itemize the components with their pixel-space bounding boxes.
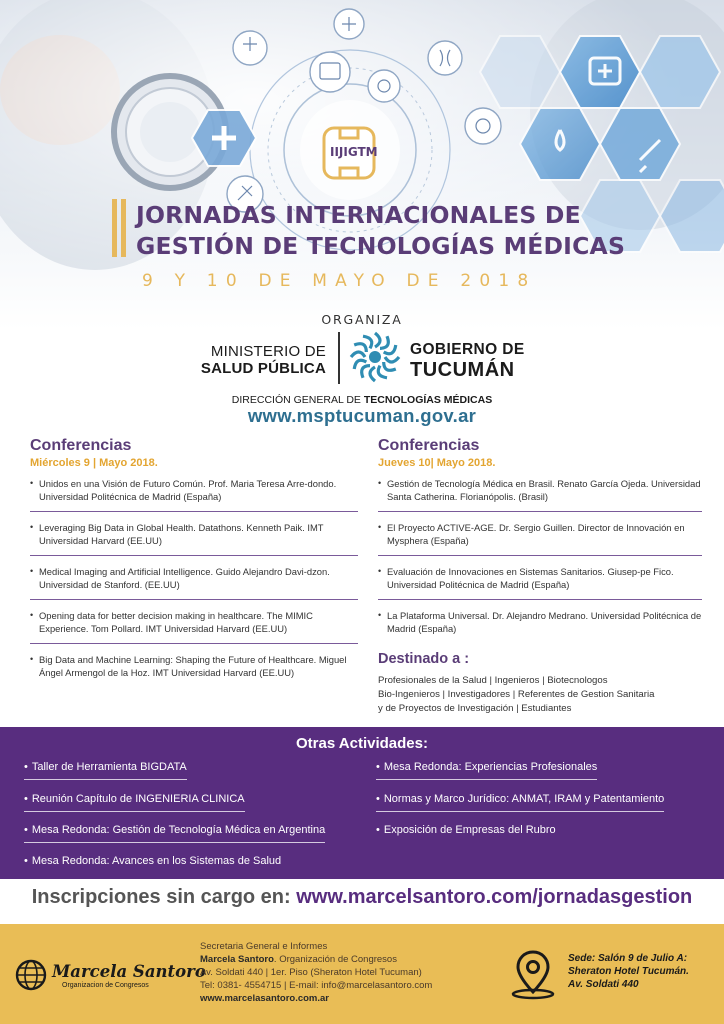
gobierno-tucuman-emblem-icon (349, 331, 401, 383)
conference-item (30, 563, 358, 600)
conference-list (378, 475, 702, 643)
venue-line-3: Av. Soldati 440 (568, 979, 639, 990)
bullet-icon: • (378, 522, 382, 532)
bullet-icon: • (24, 761, 28, 773)
conference-text: Leveraging Big Data in Global Health. Datathons. Kenneth Paik. IMT Universidad Harvard (EE.UU) (39, 522, 324, 546)
conferences-heading: Conferencias (30, 437, 132, 454)
logo-text: IIJIGTM (330, 145, 378, 159)
activity-text: Normas y Marco Jurídico: ANMAT, IRAM y Patentamiento (383, 793, 665, 805)
activity-text: Exposición de Empresas del Rubro (383, 824, 556, 836)
contact-organizer-rest: . Organización de Congresos (273, 954, 397, 965)
activity-item (376, 793, 664, 812)
conference-item (378, 563, 702, 600)
conference-item (30, 651, 358, 687)
other-activities-heading: Otras Actividades: (296, 735, 428, 752)
ministerio-logo-text (196, 343, 326, 377)
bullet-icon: • (376, 824, 380, 836)
contact-phone-email: Tel: 0381- 4554715 | E-mail: info@marcelasantoro.com (200, 980, 433, 991)
registration-label: Inscripciones sin cargo en: (31, 886, 297, 908)
activity-item (376, 761, 597, 780)
venue-info (568, 952, 689, 991)
footer (0, 924, 724, 1024)
bullet-icon: • (378, 566, 382, 576)
conference-text: Medical Imaging and Artificial Intelligence. Guido Alejandro Davi-dzon. Universidad de Stanford. (EE.UU) (39, 566, 330, 590)
bullet-icon: • (376, 793, 380, 805)
title-line-2: GESTIÓN DE TECNOLOGÍAS MÉDICAS (136, 232, 626, 260)
conferences-heading: Conferencias (378, 437, 480, 454)
bullet-icon: • (24, 793, 28, 805)
conferences-day-2 (378, 437, 702, 716)
destinado-text (378, 674, 702, 716)
destinado-line-1: Profesionales de la Salud | Ingenieros | Biotecnologos (378, 675, 608, 686)
bullet-icon: • (30, 610, 34, 620)
conference-day-label: Miércoles 9 | Mayo 2018. (30, 457, 158, 469)
activity-text: Reunión Capítulo de INGENIERIA CLINICA (31, 793, 245, 805)
organiza-label: ORGANIZA (321, 312, 403, 327)
other-activities-section (0, 727, 724, 879)
activity-text: Mesa Redonda: Avances en los Sistemas de Salud (31, 855, 282, 867)
ministerio-line-1: MINISTERIO DE (210, 343, 326, 360)
hero-banner (0, 0, 724, 330)
marcela-santoro-globe-icon (14, 958, 48, 992)
event-dates: 9 Y 10 DE MAYO DE 2018 (142, 271, 537, 291)
conference-text: El Proyecto ACTIVE-AGE. Dr. Sergio Guillen. Director de Innovación en Mysphera (España) (387, 522, 685, 546)
conference-item (378, 519, 702, 556)
bullet-icon: • (378, 478, 382, 488)
bullet-icon: • (30, 478, 34, 488)
bullet-icon: • (30, 654, 34, 664)
conference-item (30, 475, 358, 512)
bullet-icon: • (376, 761, 380, 773)
conferences-day-1 (30, 437, 358, 694)
conference-text: Opening data for better decision making in healthcare. The MIMIC Experience. Tom Pollard. IMT Universidad Harvard (EE.UU) (39, 610, 313, 634)
direccion-prefix: DIRECCIÓN GENERAL DE (231, 394, 364, 406)
bullet-icon: • (378, 610, 382, 620)
conference-text: Unidos en una Visión de Futuro Común. Prof. Maria Teresa Arre-dondo. Universidad Politécnica de Madrid (España) (39, 478, 337, 502)
registration-link[interactable]: www.marcelsantoro.com/jornadasgestion (296, 886, 693, 908)
activity-item (24, 761, 187, 780)
activity-text: Taller de Herramienta BIGDATA (31, 761, 187, 773)
ministerio-line-2: SALUD PÚBLICA (200, 360, 326, 377)
conference-text: Gestión de Tecnología Médica en Brasil. Renato García Ojeda. Universidad Santa Catherina. Florianópolis. (Brasil) (387, 478, 701, 502)
brand-name: Marcela Santoro (52, 962, 206, 981)
contact-title: Secretaria General e Informes (200, 941, 328, 952)
conference-item (378, 475, 702, 512)
conference-text: Big Data and Machine Learning: Shaping the Future of Healthcare. Miguel Ángel Armengol de la Hoz. IMT Universidad Harvard (EE.UU) (39, 654, 347, 678)
brand-subtitle: Organizacion de Congresos (62, 982, 149, 989)
logo-divider (338, 332, 340, 384)
title-line-1: JORNADAS INTERNACIONALES DE (136, 201, 581, 229)
destinado-line-2: Bio-Ingenieros | Investigadores | Referentes de Gestion Sanitaria (378, 689, 655, 700)
activity-item (24, 824, 325, 843)
gobierno-line-1: GOBIERNO DE (410, 341, 525, 358)
conference-text: La Plataforma Universal. Dr. Alejandro Medrano. Universidad Politécnica de Madrid (España) (387, 610, 702, 634)
conference-list (30, 475, 358, 687)
destinado-line-3: y de Proyectos de Investigación | Estudiantes (378, 703, 572, 714)
gobierno-logo-text (410, 339, 540, 381)
conference-day-label: Jueves 10| Mayo 2018. (378, 457, 496, 469)
activity-item (24, 793, 245, 812)
conference-item (378, 607, 702, 643)
activity-item (24, 855, 281, 873)
contact-info (200, 940, 432, 1005)
conference-item (30, 607, 358, 644)
contact-organizer (200, 953, 432, 966)
venue-line-1: Sede: Salón 9 de Julio A: (568, 953, 688, 964)
conference-item (30, 519, 358, 556)
registration-banner (0, 886, 724, 909)
activity-item (376, 824, 556, 842)
ministry-website-link[interactable]: www.msptucuman.gov.ar (247, 405, 477, 426)
venue-line-2: Sheraton Hotel Tucumán. (568, 966, 689, 977)
activity-text: Mesa Redonda: Experiencias Profesionales (383, 761, 598, 773)
bullet-icon: • (24, 824, 28, 836)
direccion-bold: TECNOLOGÍAS MÉDICAS (363, 394, 493, 406)
title-roman-numeral (112, 199, 130, 257)
gobierno-line-2: TUCUMÁN (410, 359, 515, 381)
conference-text: Evaluación de Innovaciones en Sistemas Sanitarios. Giusep-pe Fico. Universidad Politécnica de Madrid (España) (387, 566, 674, 590)
bullet-icon: • (24, 855, 28, 867)
activity-text: Mesa Redonda: Gestión de Tecnología Médica en Argentina (31, 824, 326, 836)
contact-organizer-name: Marcela Santoro (200, 954, 274, 965)
bullet-icon: • (30, 566, 34, 576)
location-pin-icon (509, 948, 557, 1000)
destinado-heading: Destinado a : (378, 651, 470, 667)
bullet-icon: • (30, 522, 34, 532)
contact-address: Av. Soldati 440 | 1er. Piso (Sheraton Hotel Tucuman) (200, 967, 422, 978)
contact-website-link[interactable]: www.marcelasantoro.com.ar (200, 993, 330, 1004)
